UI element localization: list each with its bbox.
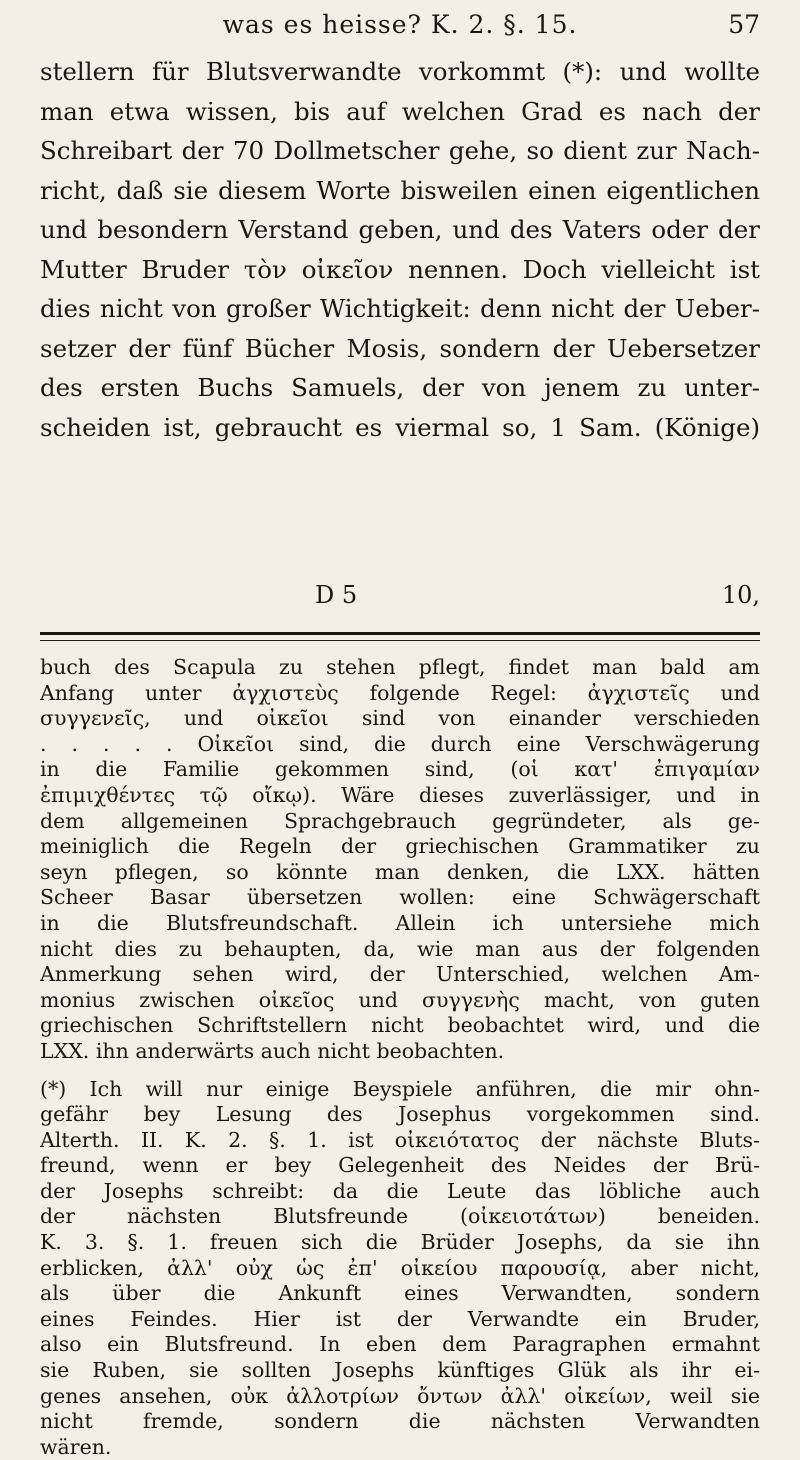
footnote-separator-thin (40, 640, 760, 641)
commentary-line: in die Blutsfreundschaft. Allein ich untersiehe mich (40, 911, 760, 937)
signature-line (40, 581, 760, 615)
footnote-block (40, 1077, 760, 1460)
footnote-line: (*) Ich will nur einige Beyspiele anführen, die mir ohn- (40, 1077, 760, 1103)
main-text-line: scheiden ist, gebraucht es viermal so, 1 Sam. (Könige) (40, 408, 760, 448)
main-text-line: und besondern Verstand geben, und des Vaters oder der (40, 210, 760, 250)
footnote-line: der Josephs schreibt: da die Leute das löbliche auch (40, 1179, 760, 1205)
commentary-line: Scheer Basar übersetzen wollen: eine Schwägerschaft (40, 885, 760, 911)
main-text-line: man etwa wissen, bis auf welchen Grad es nach der (40, 92, 760, 132)
commentary-line: buch des Scapula zu stehen pflegt, findet man bald am (40, 655, 760, 681)
commentary-line: ἐπιμιχθέντες τῷ οἴκῳ). Wäre dieses zuverlässiger, und in (40, 783, 760, 809)
commentary-line: nicht dies zu behaupten, da, wie man aus der folgenden (40, 937, 760, 963)
footnote-line: sie Ruben, sie sollten Josephs künftiges Glük als ihr ei- (40, 1358, 760, 1384)
footnote-line: eines Feindes. Hier ist der Verwandte ein Bruder, (40, 1307, 760, 1333)
footnote-separator-thick (40, 632, 760, 635)
main-text-line: richt, daß sie diesem Worte bisweilen einen eigentlichen (40, 171, 760, 211)
footnote-line: der nächsten Blutsfreunde (οἰκειοτάτων) beneiden. (40, 1204, 760, 1230)
main-text-line: des ersten Buchs Samuels, der von jenem zu unter- (40, 368, 760, 408)
commentary-line: griechischen Schriftstellern nicht beobachtet wird, und die (40, 1013, 760, 1039)
main-text-line: stellern für Blutsverwandte vorkommt (*): und wollte (40, 52, 760, 92)
commentary-line: seyn pflegen, so könnte man denken, die LXX. hätten (40, 860, 760, 886)
commentary-line: in die Familie gekommen sind, (οἱ κατ' ἐπιγαμίαν (40, 757, 760, 783)
commentary-block (40, 655, 760, 1065)
footnote-line: gefähr bey Lesung des Josephus vorgekommen sind. (40, 1102, 760, 1128)
running-title: was es heisse? K. 2. §. 15. (40, 10, 760, 39)
commentary-line: monius zwischen οἰκεῖος und συγγενὴς macht, von guten (40, 988, 760, 1014)
commentary-line: . . . . . Οἰκεῖοι sind, die durch eine Verschwägerung (40, 732, 760, 758)
page-number: 57 (728, 10, 760, 39)
footnote-line: also ein Blutsfreund. In eben dem Paragraphen ermahnt (40, 1332, 760, 1358)
footnote-line: wären. (40, 1435, 760, 1460)
signature-mark: D 5 (315, 581, 357, 609)
commentary-line: Anmerkung sehen wird, der Unterschied, welchen Am- (40, 962, 760, 988)
footnote-line: erblicken, ἀλλ' οὐχ ὡς ἐπ' οἰκείου παρουσίᾳ, aber nicht, (40, 1256, 760, 1282)
commentary-line: meiniglich die Regeln der griechischen Grammatiker zu (40, 834, 760, 860)
commentary-line: dem allgemeinen Sprachgebrauch gegründeter, als ge- (40, 809, 760, 835)
commentary-line: συγγενεῖς, und οἰκεῖοι sind von einander verschieden (40, 706, 760, 732)
footnote-line: freund, wenn er bey Gelegenheit des Neides der Brü- (40, 1153, 760, 1179)
running-header (40, 10, 760, 50)
notes-gap (40, 1065, 760, 1077)
main-text-line: dies nicht von großer Wichtigkeit: denn nicht der Ueber- (40, 289, 760, 329)
commentary-line: LXX. ihn anderwärts auch nicht beobachten. (40, 1039, 760, 1065)
commentary-line: Anfang unter ἀγχιστεὺς folgende Regel: ἀγχιστεῖς und (40, 681, 760, 707)
footnote-line: nicht fremde, sondern die nächsten Verwandten (40, 1409, 760, 1435)
notes-area (40, 655, 760, 1460)
main-text-line: setzer der fünf Bücher Mosis, sondern der Uebersetzer (40, 329, 760, 369)
main-text-block (40, 52, 760, 447)
main-text-line: Mutter Bruder τὸν οἰκεῖον nennen. Doch vielleicht ist (40, 250, 760, 290)
footnote-line: als über die Ankunft eines Verwandten, sondern (40, 1281, 760, 1307)
main-text-line: Schreibart der 70 Dollmetscher gehe, so dient zur Nach- (40, 131, 760, 171)
catchword: 10, (722, 581, 760, 609)
footnote-line: K. 3. §. 1. freuen sich die Brüder Josephs, da sie ihn (40, 1230, 760, 1256)
footnote-line: genes ansehen, οὐκ ἀλλοτρίων ὄντων ἀλλ' οἰκείων, weil sie (40, 1384, 760, 1410)
footnote-line: Alterth. II. K. 2. §. 1. ist οἰκειότατος der nächste Bluts- (40, 1128, 760, 1154)
